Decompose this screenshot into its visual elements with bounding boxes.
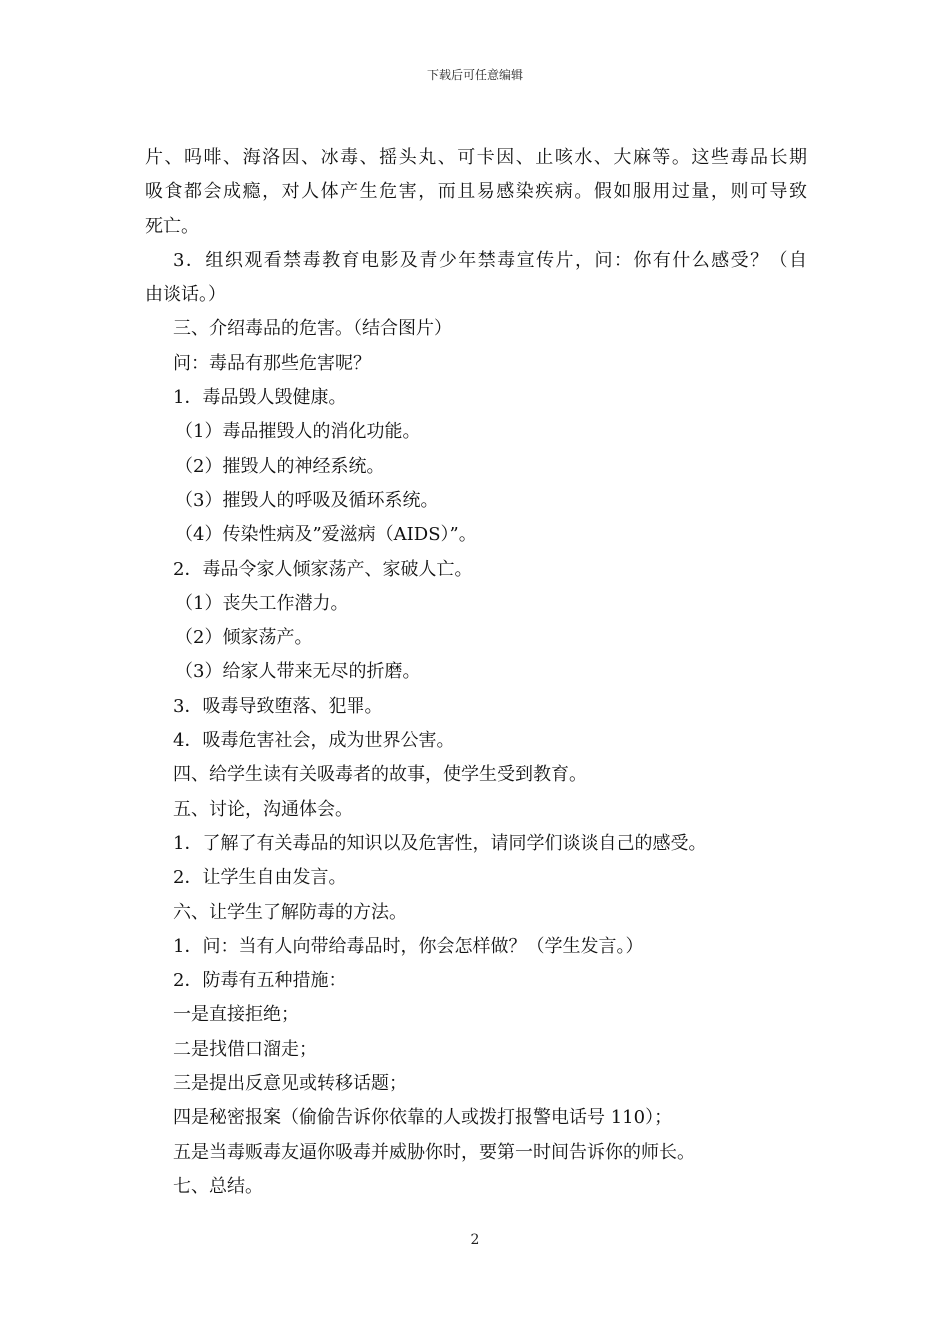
section-heading: 七、总结。 (173, 1175, 263, 1197)
section-heading: 四、给学生读有关吸毒者的故事，使学生受到教育。 (173, 764, 587, 786)
text-line: 二是找借口溜走； (173, 1038, 317, 1060)
text-line: 2．让学生自由发言。 (173, 867, 347, 889)
text-line: （1）丧失工作潜力。 (175, 592, 349, 614)
text-line: （4）传染性病及”爱滋病（AIDS）”。 (175, 524, 477, 546)
text-line: （3）摧毁人的呼吸及循环系统。 (175, 489, 439, 511)
text-line: （3）给家人带来无尽的折磨。 (175, 661, 421, 683)
text-line: 三是提出反意见或转移话题； (173, 1073, 407, 1095)
text-line: 3．吸毒导致堕落、犯罪。 (173, 695, 383, 717)
text-line: 由谈话。） (145, 284, 226, 306)
text-line: 2．毒品令家人倾家荡产、家破人亡。 (173, 558, 473, 580)
text-line: 一是直接拒绝； (173, 1004, 299, 1026)
text-line: （1）毒品摧毁人的消化功能。 (175, 421, 421, 443)
text-line: 1．毒品毁人毁健康。 (173, 387, 347, 409)
section-heading: 三、介绍毒品的危害。（结合图片） (173, 318, 452, 340)
text-line: 吸食都会成瘾，对人体产生危害，而且易感染疾病。假如服用过量，则可导致 (145, 181, 807, 203)
page-number: 2 (470, 1232, 480, 1248)
text-line: 3．组织观看禁毒教育电影及青少年禁毒宣传片，问：你有什么感受？（自 (173, 249, 807, 271)
text-line: 死亡。 (145, 215, 199, 237)
text-line: 问：毒品有那些危害呢？ (173, 352, 371, 374)
text-line: 片、吗啡、海洛因、冰毒、摇头丸、可卡因、止咳水、大麻等。这些毒品长期 (145, 147, 807, 168)
text-line: 五是当毒贩毒友逼你吸毒并威胁你时，要第一时间告诉你的师长。 (173, 1141, 695, 1163)
text-line: 2．防毒有五种措施： (173, 970, 347, 992)
page-header: 下载后可任意编辑 (426, 68, 523, 82)
body-text (145, 141, 807, 1204)
text-line: 1．问：当有人向带给毒品时，你会怎样做？（学生发言。） (173, 935, 644, 957)
text-line: 1．了解了有关毒品的知识以及危害性，请同学们谈谈自己的感受。 (173, 832, 707, 854)
text-line: （2）摧毁人的神经系统。 (175, 455, 385, 477)
text-line: 四是秘密报案（偷偷告诉你依靠的人或拨打报警电话号 110）； (173, 1107, 673, 1129)
text-line: 4．吸毒危害社会，成为世界公害。 (173, 730, 455, 752)
section-heading: 六、让学生了解防毒的方法。 (173, 901, 407, 923)
text-line: （2）倾家荡产。 (175, 627, 313, 649)
section-heading: 五、讨论，沟通体会。 (173, 798, 353, 820)
